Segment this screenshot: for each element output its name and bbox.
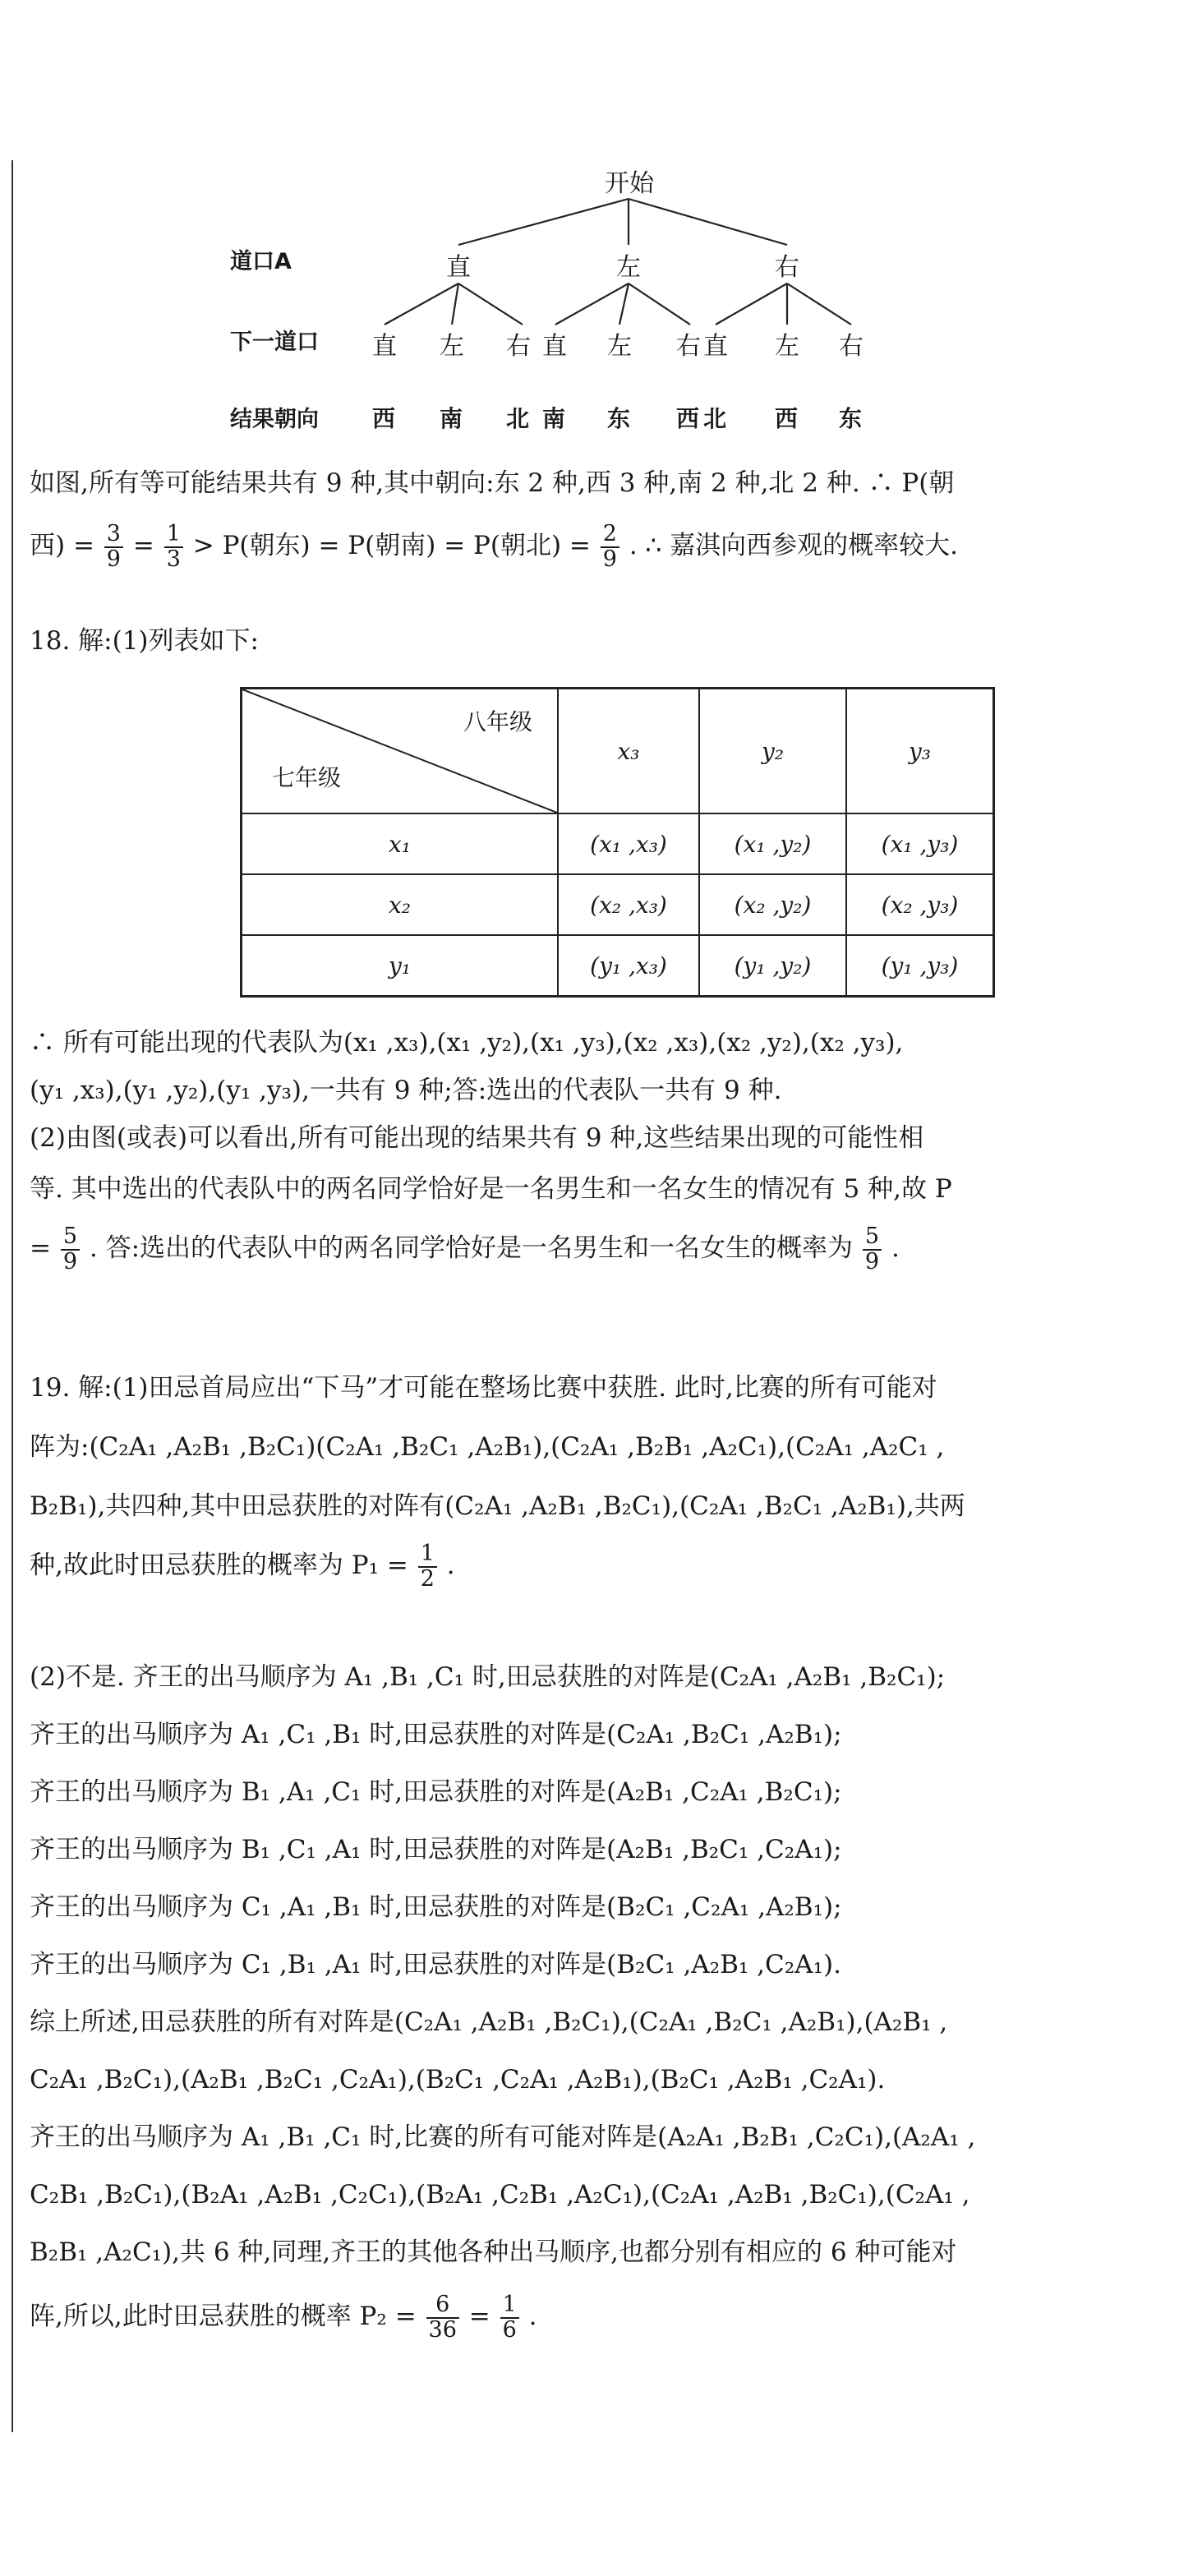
text-line: 等. 其中选出的代表队中的两名同学恰好是一名男生和一名女生的情况有 5 种,故 P xyxy=(30,1174,952,1204)
text-run: = xyxy=(468,2302,490,2331)
fraction-numerator: 2 xyxy=(601,523,619,547)
text-line: (y₁ ,x₃),(y₁ ,y₂),(y₁ ,y₃),一共有 9 种;答:选出的代表队一共有 9 种. xyxy=(30,1076,782,1105)
tree-result: 北 xyxy=(703,405,727,432)
tree-l2-node: 直 xyxy=(542,332,567,361)
table-cell: (x₂ ,y₂) xyxy=(699,874,846,935)
fraction xyxy=(601,523,619,571)
q19-part2 xyxy=(30,1648,1167,2345)
fraction xyxy=(418,1542,437,1591)
tree-l2-node: 左 xyxy=(607,332,632,361)
tree-l2-node: 右 xyxy=(506,332,531,361)
table-cell: (x₂ ,x₃) xyxy=(558,874,699,935)
text-line: (2)由图(或表)可以看出,所有可能出现的结果共有 9 种,这些结果出现的可能性相 xyxy=(30,1123,924,1153)
text-line: C₂B₁ ,B₂C₁),(B₂A₁ ,A₂B₁ ,C₂C₁),(B₂A₁ ,C₂B₁ ,A₂C₁),(C₂A₁ ,A₂B₁ ,B₂C₁),(C₂A₁ , xyxy=(30,2180,970,2210)
table-cell: (x₁ ,y₃) xyxy=(846,813,994,874)
fraction-numerator: 3 xyxy=(104,523,123,547)
q17-conclusion xyxy=(30,460,1167,571)
text-line: ∴ 所有可能出现的代表队为(x₁ ,x₃),(x₁ ,y₂),(x₁ ,y₃),(x₂ ,x₃),(x₂ ,y₂),(x₂ ,y₃), xyxy=(30,1028,904,1058)
table-row xyxy=(242,813,994,874)
text-run: 阵,所以,此时田忌获胜的概率 P₂ = xyxy=(30,2302,417,2331)
row-header: y₁ xyxy=(242,935,559,997)
q18-answer xyxy=(30,1019,1167,1274)
text-line: 齐王的出马顺序为 B₁ ,A₁ ,C₁ 时,田忌获胜的对阵是(A₂B₁ ,C₂A₁ ,B₂C₁); xyxy=(30,1777,842,1807)
tree-l2-node: 左 xyxy=(775,332,799,361)
text-line: (2)不是. 齐王的出马顺序为 A₁ ,B₁ ,C₁ 时,田忌获胜的对阵是(C₂A₁ ,A₂B₁ ,B₂C₁); xyxy=(30,1662,946,1692)
table-cell: (y₁ ,x₃) xyxy=(558,935,699,997)
text-line: 齐王的出马顺序为 C₁ ,B₁ ,A₁ 时,田忌获胜的对阵是(B₂C₁ ,A₂B₁ ,C₂A₁). xyxy=(30,1950,841,1979)
fraction-denominator: 9 xyxy=(864,1248,880,1274)
text-line xyxy=(30,1541,1167,1591)
fraction xyxy=(104,523,123,571)
fraction-denominator: 9 xyxy=(62,1248,78,1274)
fraction-numerator: 6 xyxy=(426,2293,459,2318)
table-cell: (y₁ ,y₃) xyxy=(846,935,994,997)
row-label-result: 结果朝向 xyxy=(230,407,319,432)
fraction xyxy=(500,2293,519,2342)
tree-lines xyxy=(30,156,1172,435)
text-line: 如图,所有等可能结果共有 9 种,其中朝向:东 2 种,西 3 种,南 2 种,北 2 种. ∴ P(朝 xyxy=(30,468,955,498)
text-run: . 答:选出的代表队中的两名同学恰好是一名男生和一名女生的概率为 xyxy=(89,1233,854,1263)
tree-result: 南 xyxy=(542,405,566,432)
fraction xyxy=(426,2293,459,2342)
column-header: y₂ xyxy=(699,689,846,814)
text-line xyxy=(30,1224,1167,1274)
text-run: 种,故此时田忌获胜的概率为 P₁ = xyxy=(30,1551,408,1580)
text-line: 齐王的出马顺序为 A₁ ,C₁ ,B₁ 时,田忌获胜的对阵是(C₂A₁ ,B₂C₁ ,A₂B₁); xyxy=(30,1720,842,1749)
table-cell: (x₂ ,y₃) xyxy=(846,874,994,935)
tree-l2-node: 右 xyxy=(839,332,864,361)
text-line: 18. 解:(1)列表如下: xyxy=(30,626,259,656)
tree-result: 西 xyxy=(775,405,799,432)
tree-l1-node: 左 xyxy=(616,253,641,282)
table-cell: (x₁ ,x₃) xyxy=(558,813,699,874)
tree-diagram xyxy=(30,156,1172,435)
table-cell: (y₁ ,y₂) xyxy=(699,935,846,997)
text-line: 19. 解:(1)田忌首局应出“下马”才可能在整场比赛中获胜. 此时,比赛的所有可能对 xyxy=(30,1373,937,1403)
fraction-numerator: 1 xyxy=(500,2293,519,2318)
tree-l1-node: 右 xyxy=(775,253,799,282)
tree-l2-node: 直 xyxy=(372,332,397,361)
row-header: x₁ xyxy=(242,813,559,874)
text-run: = xyxy=(30,1233,51,1263)
fraction-denominator: 9 xyxy=(602,546,617,572)
fraction-numerator: 1 xyxy=(418,1542,437,1567)
text-line xyxy=(30,2288,1167,2345)
tree-l2-node: 左 xyxy=(440,332,464,361)
fraction-denominator: 2 xyxy=(420,1565,435,1592)
tree-result: 南 xyxy=(440,405,463,432)
row-label-next-crossing: 下一道口 xyxy=(230,329,319,355)
tree-l1-node: 直 xyxy=(446,253,471,282)
fraction-denominator: 3 xyxy=(166,546,181,572)
fraction-denominator: 9 xyxy=(106,546,121,572)
fraction-denominator: 36 xyxy=(428,2316,457,2343)
column-header: x₃ xyxy=(558,689,699,814)
tree-result: 北 xyxy=(506,405,530,432)
fraction xyxy=(164,523,183,571)
text-line: C₂A₁ ,B₂C₁),(A₂B₁ ,B₂C₁ ,C₂A₁),(B₂C₁ ,C₂A₁ ,A₂B₁),(B₂C₁ ,A₂B₁ ,C₂A₁). xyxy=(30,2065,886,2094)
fraction xyxy=(61,1225,80,1274)
text-line: 齐王的出马顺序为 A₁ ,B₁ ,C₁ 时,比赛的所有可能对阵是(A₂A₁ ,B₂B₁ ,C₂C₁),(A₂A₁ , xyxy=(30,2122,976,2152)
fraction-numerator: 5 xyxy=(61,1225,80,1250)
text-run: . xyxy=(446,1551,455,1580)
text-line: B₂B₁ ,A₂C₁),共 6 种,同理,齐王的其他各种出马顺序,也都分别有相应的 6 种可能对 xyxy=(30,2237,957,2267)
column-header: y₃ xyxy=(846,689,994,814)
table-row xyxy=(242,935,994,997)
text-run: = xyxy=(132,531,154,560)
fraction xyxy=(863,1225,882,1274)
margin-rule xyxy=(12,160,13,2432)
fraction-numerator: 1 xyxy=(164,523,183,547)
tree-result: 西 xyxy=(676,405,700,432)
table-header-row xyxy=(242,689,994,814)
corner-bottom-label: 七年级 xyxy=(272,764,342,791)
corner-top-label: 八年级 xyxy=(463,708,532,735)
row-header: x₂ xyxy=(242,874,559,935)
fraction-denominator: 6 xyxy=(502,2316,517,2343)
q18-intro xyxy=(30,618,1167,664)
tree-result: 西 xyxy=(372,405,396,432)
tree-result: 东 xyxy=(607,405,631,432)
tree-root: 开始 xyxy=(605,169,654,198)
text-line: B₂B₁),共四种,其中田忌获胜的对阵有(C₂A₁ ,A₂B₁ ,B₂C₁),(C₂A₁ ,B₂C₁ ,A₂B₁),共两 xyxy=(30,1491,965,1521)
text-run: . xyxy=(528,2302,537,2331)
text-run: > P(朝东) = P(朝南) = P(朝北) = xyxy=(192,531,591,560)
tree-l2-node: 直 xyxy=(703,332,728,361)
table-cell: (x₁ ,y₂) xyxy=(699,813,846,874)
text-line: 齐王的出马顺序为 B₁ ,C₁ ,A₁ 时,田忌获胜的对阵是(A₂B₁ ,B₂C₁ ,C₂A₁); xyxy=(30,1835,842,1864)
q19-part1 xyxy=(30,1364,1167,1591)
fraction-numerator: 5 xyxy=(863,1225,882,1250)
outcome-table xyxy=(240,687,995,998)
row-label-crossing-a: 道口A xyxy=(230,249,292,274)
text-run: . ∴ 嘉淇向西参观的概率较大. xyxy=(629,531,958,560)
table-corner-cell xyxy=(242,689,559,814)
table-row xyxy=(242,874,994,935)
text-line: 综上所述,田忌获胜的所有对阵是(C₂A₁ ,A₂B₁ ,B₂C₁),(C₂A₁ ,B₂C₁ ,A₂B₁),(A₂B₁ , xyxy=(30,2007,948,2037)
tree-l2-node: 右 xyxy=(676,332,701,361)
text-line: 阵为:(C₂A₁ ,A₂B₁ ,B₂C₁)(C₂A₁ ,B₂C₁ ,A₂B₁),(C₂A₁ ,B₂B₁ ,A₂C₁),(C₂A₁ ,A₂C₁ , xyxy=(30,1432,945,1462)
text-run: . xyxy=(891,1233,900,1263)
text-run: 西) = xyxy=(30,531,94,560)
text-line xyxy=(30,523,1167,571)
text-line: 齐王的出马顺序为 C₁ ,A₁ ,B₁ 时,田忌获胜的对阵是(B₂C₁ ,C₂A₁ ,A₂B₁); xyxy=(30,1892,842,1922)
tree-result: 东 xyxy=(839,405,863,432)
